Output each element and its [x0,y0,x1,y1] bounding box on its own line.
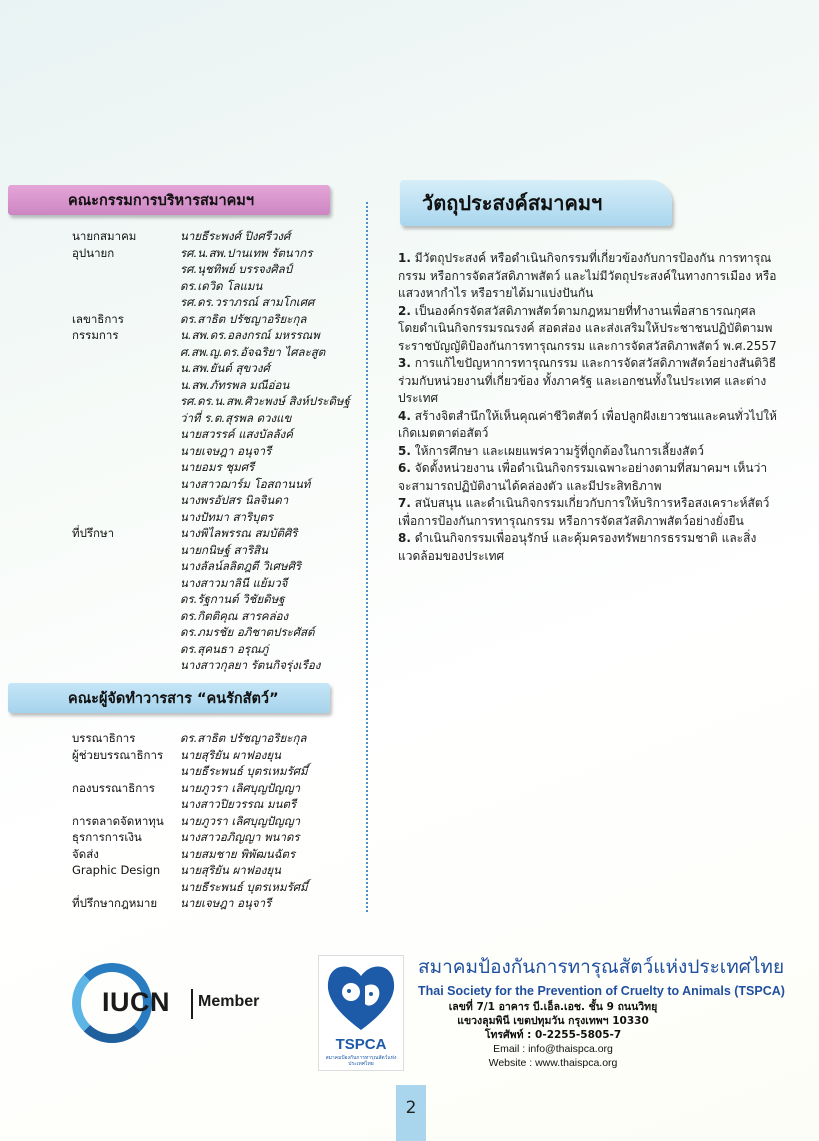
roster-name: นางสาวฌาร์ม โอสถานนท์ [180,476,311,491]
roster-role [72,459,180,476]
page-number-tab [396,1085,426,1141]
roster-name: นางสาวมาลินี แย้มวจี [180,575,288,590]
roster-row [72,813,308,830]
roster-name: นางสาวกุลยา รัตนกิจรุ่งเรือง [180,658,321,672]
objectives-list [398,250,778,565]
roster-name: ดร.สาธิต ปรัชญาอริยะกุล [180,731,307,745]
roster-role [72,542,180,559]
objective-item [398,530,778,565]
roster-row [72,796,308,813]
objectives-heading: วัตถุประสงค์สมาคมฯ [400,180,672,226]
roster-role: กองบรรณาธิการ [72,780,155,795]
roster-row [72,542,350,559]
objective-item [398,443,778,461]
roster-role [72,509,180,526]
tspca-wordmark: TSPCA [335,1036,387,1053]
roster-row [72,730,308,747]
roster-name: ดร.ภมรชัย อภิชาตประศัสต์ [180,625,315,639]
roster-role [72,575,180,592]
roster-row [72,624,350,641]
objective-number: 4. [398,408,411,423]
objective-item [398,408,778,443]
objective-number: 3. [398,356,411,370]
roster-role [72,641,180,658]
roster-name: ดร.กิตติคุณ สารคล่อง [180,608,289,623]
roster-role [72,879,180,896]
roster-name: นายสวรรค์ แสงบัลลังค์ [180,427,293,441]
roster-name: นายสมชาย พิพัฒนฉัตร [180,846,296,861]
roster-row [72,575,350,592]
roster-row [72,608,350,625]
roster-role [72,657,180,674]
roster-row [72,525,350,542]
roster-name: นายกนิษฐ์ สาริสิน [180,542,268,557]
roster-name: น.สพ.ดร.อลงกรณ์ มหรรณพ [180,328,320,342]
objective-number: 7. [398,496,411,510]
roster-row [72,895,308,912]
board-roster [72,228,350,674]
roster-role: อุปนายก [72,245,115,260]
objective-item [398,303,778,356]
roster-role [72,344,180,361]
roster-role: นายกสมาคม [72,229,137,243]
objective-text: ให้การศึกษา และเผยแพร่ความรู้ที่ถูกต้องในการเลี้ยงสัตว์ [414,443,704,458]
roster-role: บรรณาธิการ [72,731,136,745]
objective-item [398,250,778,303]
roster-row [72,591,350,608]
objective-item [398,460,778,495]
roster-row [72,763,308,780]
objective-item [398,355,778,408]
roster-role [72,360,180,377]
objective-number: 8. [398,531,411,545]
roster-role [72,443,180,460]
iucn-wordmark: IUCN [102,987,170,1017]
roster-role: ธุรการการเงิน [72,830,142,844]
roster-row [72,476,350,493]
roster-row [72,846,308,863]
roster-role: ที่ปรึกษา [72,526,115,540]
objective-text: จัดตั้งหน่วยงาน เพื่อดำเนินกิจกรรมเฉพาะอย่างตามที่สมาคมฯ เห็นว่าจะสามารถปฏิบัติงานได้คล่องตัว และมีประสิทธิภาพ [398,461,768,493]
roster-name: รศ.ดร.วราภรณ์ สามโกเศศ [180,295,315,309]
roster-name: นางสาวอภิญญา พนาดร [180,830,300,844]
editorial-roster [72,730,308,912]
objective-text: การแก้ไขปัญหาการทารุณกรรม และการจัดสวัสดิภาพสัตว์อย่างสันติวิธีร่วมกับหน่วยงานที่เกี่ยวข้อง ทั้งภาครัฐ และเอกชนทั้งในประเทศ และต่างประเทศ [398,356,777,405]
roster-row [72,558,350,575]
objective-number: 5. [398,443,411,458]
roster-name: รศ.น.สพ.ปานเทพ รัตนากร [180,245,313,260]
email-link[interactable]: Email : info@thaispca.org [493,1043,613,1055]
objective-number: 6. [398,461,411,475]
roster-row [72,641,350,658]
roster-row [72,344,350,361]
objective-text: มีวัตถุประสงค์ หรือดำเนินกิจกรรมที่เกี่ยวข้องกับการป้องกัน การทารุณกรรม หรือการจัดสวัสดิภาพสัตว์ และไม่มีวัตถุประสงค์ในทางการเมือง หรือแสวงหากำไร หรือรายได้มาแบ่งปันกัน [398,251,777,300]
roster-role [72,410,180,427]
roster-name: นายสุริยัน ผาฟองยุน [180,747,281,762]
roster-name: น.สพ.ภัทรพล มณีอ่อน [180,377,290,392]
iucn-separator [191,989,193,1019]
roster-role: จัดส่ง [72,846,99,861]
roster-name: นายธีระพนธ์ บุตรเหมรัศมี์ [180,764,308,778]
roster-row [72,393,350,410]
phone-line: โทรศัพท์ : 0-2255-5805-7 [484,1029,622,1041]
objective-text: เป็นองค์กรจัดสวัสดิภาพสัตว์ตามกฎหมายที่ทำงานเพื่อสาธารณกุศล โดยดำเนินกิจกรรมรณรงค์ สอดส่อง และส่งเสริมให้ประชาชนปฏิบัติตามพระราชบัญญัติป้องกันการทารุณกรรม และการจัดสวัสดิภาพสัตว์ พ.ศ.2557 [398,303,777,353]
organization-english-name: Thai Society for the Prevention of Cruelty to Animals (TSPCA) [418,984,785,998]
roster-name: นายภูวรา เลิศบุญปัญญา [180,780,301,795]
roster-row [72,327,350,344]
roster-row [72,410,350,427]
roster-name: นางสาวปิยวรรณ มนตรี [180,797,297,811]
roster-name: นางพรอัปสร นิลจินดา [180,493,289,507]
objective-text: ดำเนินกิจกรรมเพื่ออนุรักษ์ และคุ้มครองทรัพยากรธรรมชาติ และสิ่งแวดล้อมของประเทศ [398,531,757,563]
roster-row [72,228,350,245]
roster-row [72,657,350,674]
roster-name: นายภูวรา เลิศบุญปัญญา [180,813,301,828]
roster-name: ดร.เดวิด โลแมน [180,278,263,293]
roster-name: นายเจษฎา อนุจารี [180,443,272,458]
roster-name: น.สพ.ยันต์ สุขวงศ์ [180,361,270,375]
roster-name: ดร.รัฐกานต์ วิชัยดิษฐ [180,592,285,606]
roster-row [72,829,308,846]
roster-role [72,608,180,625]
roster-role [72,377,180,394]
roster-name: ว่าที่ ร.ต.สุรพล ดวงแข [180,410,292,425]
roster-name: นางปัทมา สาริบุตร [180,509,274,524]
roster-role [72,624,180,641]
objective-number: 1. [398,251,411,265]
roster-role: กรรมการ [72,328,119,342]
website-link[interactable]: Website : www.thaispca.org [488,1057,618,1069]
roster-name: รศ.ดร.น.สพ.ศิวะพงษ์ สิงห์ประดิษฐ์ [180,394,350,408]
heart-animals-icon [319,956,403,1036]
roster-row [72,360,350,377]
roster-name: นายอมร ชุมศรี [180,460,255,474]
address-line-2: แขวงลุมพินี เขตปทุมวัน กรุงเทพฯ 10330 [457,1015,649,1027]
roster-row [72,443,350,460]
page-number: 2 [405,1098,417,1118]
objective-item [398,495,778,530]
contact-block [418,1000,688,1070]
roster-role [72,278,180,295]
roster-role: การตลาดจัดหาทุน [72,813,164,828]
iucn-member-label: Member [198,993,260,1010]
address-line-1: เลขที่ 7/1 อาคาร บี.เอ็ล.เอช. ชั้น 9 ถนนวิทยุ [448,1001,658,1013]
roster-name: นายธีระพนธ์ บุตรเหมรัศมี์ [180,879,308,894]
roster-row [72,780,308,797]
roster-role: Graphic Design [72,863,161,877]
roster-row [72,261,350,278]
roster-row [72,862,308,879]
objective-text: สร้างจิตสำนึกให้เห็นคุณค่าชีวิตสัตว์ เพื่อปลูกฝังเยาวชนและคนทั่วไปให้เกิดเมตตาต่อสัตว์ [398,408,777,440]
roster-name: ดร.สาธิต ปรัชญาอริยะกุล [180,311,307,326]
roster-name: นางลัลน์ลลิตฎตี วิเศษศิริ [180,559,302,573]
roster-name: นางพิไลพรรณ สมบัติศิริ [180,526,298,540]
roster-row [72,278,350,295]
roster-role [72,492,180,509]
roster-role: ที่ปรึกษากฎหมาย [72,896,158,910]
roster-role [72,261,180,278]
roster-role [72,796,180,813]
column-divider [366,202,368,912]
roster-role [72,476,180,493]
organization-thai-name: สมาคมป้องกันการทารุณสัตว์แห่งประเทศไทย [418,956,785,978]
board-heading: คณะกรรมการบริหารสมาคมฯ [8,185,330,215]
roster-name: นายเจษฎา อนุจารี [180,896,272,910]
objective-text: สนับสนุน และดำเนินกิจกรรมเกี่ยวกับการให้บริการหรือสงเคราะห์สัตว์ เพื่อการป้องกันการทารุณกรรม หรือการจัดสวัสดิภาพสัตว์อย่างยั่งยืน [398,496,770,528]
roster-name: นายธีระพงศ์ ปิงศรีวงศ์ [180,229,291,243]
iucn-member-logo [72,963,302,1043]
roster-role: ผู้ช่วยบรรณาธิการ [72,747,164,762]
roster-row [72,509,350,526]
roster-role [72,393,180,410]
roster-row [72,294,350,311]
roster-role [72,763,180,780]
roster-row [72,492,350,509]
roster-row [72,459,350,476]
roster-role [72,294,180,311]
roster-role: เลขาธิการ [72,311,124,326]
roster-row [72,879,308,896]
objective-number: 2. [398,303,411,318]
tspca-logo-caption: สมาคมป้องกันการทารุณสัตว์แห่งประเทศไทย [325,1055,397,1067]
roster-name: ศ.สพ.ญ.ดร.อัจฉริยา ไศละสูต [180,344,326,359]
roster-name: รศ.นุชทิพย์ บรรจงศิลป์ [180,262,293,276]
roster-name: ดร.สุคนธา อรุณภู่ [180,641,269,656]
roster-row [72,426,350,443]
roster-row [72,245,350,262]
editorial-heading: คณะผู้จัดทำวารสาร “คนรักสัตว์” [8,683,330,713]
organization-name [418,952,798,998]
roster-role [72,591,180,608]
roster-row [72,377,350,394]
roster-name: นายสุริยัน ผาฟองยุน [180,863,281,877]
roster-row [72,311,350,328]
roster-role [72,558,180,575]
roster-row [72,747,308,764]
tspca-logo [318,955,404,1071]
roster-role [72,426,180,443]
